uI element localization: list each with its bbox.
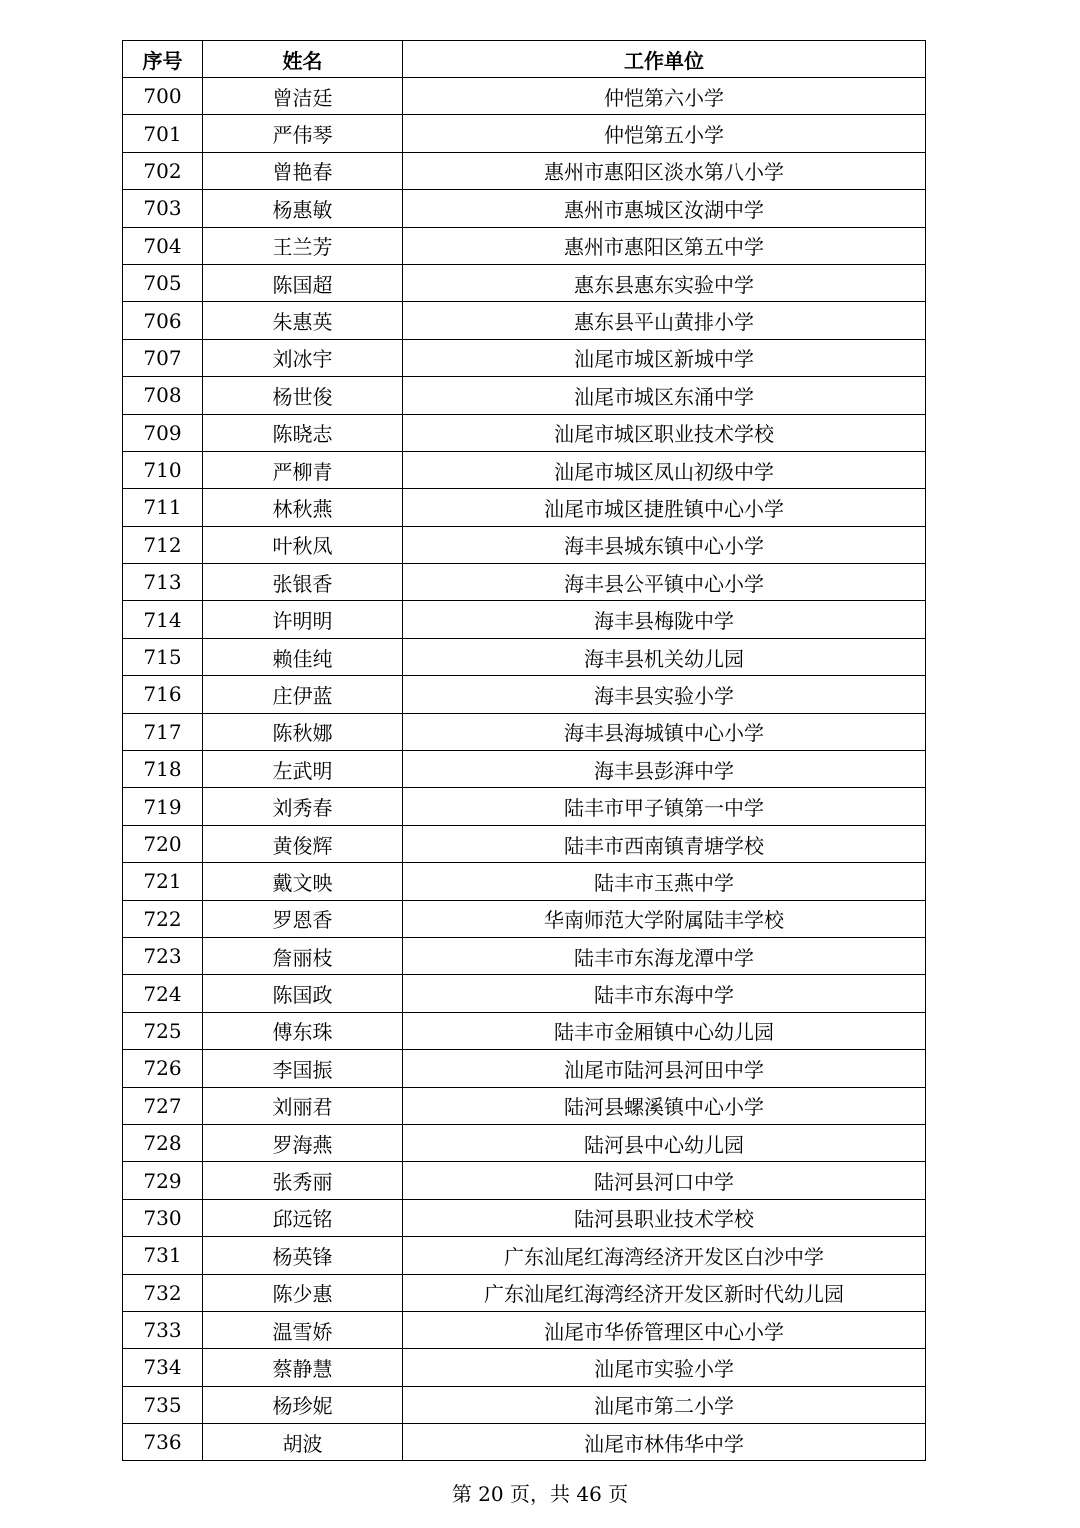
cell-work-unit: 陆河县螺溪镇中心小学 xyxy=(403,1087,926,1124)
header-name: 姓名 xyxy=(203,41,403,78)
cell-work-unit: 惠东县惠东实验中学 xyxy=(403,264,926,301)
cell-serial-number: 713 xyxy=(123,564,203,601)
roster-table-container xyxy=(122,40,925,1461)
table-row xyxy=(123,1124,926,1161)
table-row xyxy=(123,601,926,638)
cell-work-unit: 汕尾市城区东涌中学 xyxy=(403,377,926,414)
cell-serial-number: 711 xyxy=(123,489,203,526)
cell-name: 黄俊辉 xyxy=(203,825,403,862)
cell-work-unit: 海丰县梅陇中学 xyxy=(403,601,926,638)
cell-name: 戴文映 xyxy=(203,863,403,900)
cell-work-unit: 海丰县海城镇中心小学 xyxy=(403,713,926,750)
header-work-unit: 工作单位 xyxy=(403,41,926,78)
cell-serial-number: 702 xyxy=(123,152,203,189)
table-row xyxy=(123,339,926,376)
cell-work-unit: 惠州市惠城区汝湖中学 xyxy=(403,190,926,227)
table-row xyxy=(123,152,926,189)
cell-serial-number: 707 xyxy=(123,339,203,376)
table-row xyxy=(123,1162,926,1199)
cell-work-unit: 汕尾市城区新城中学 xyxy=(403,339,926,376)
table-row xyxy=(123,1087,926,1124)
cell-work-unit: 汕尾市华侨管理区中心小学 xyxy=(403,1311,926,1348)
cell-work-unit: 汕尾市城区凤山初级中学 xyxy=(403,451,926,488)
cell-serial-number: 735 xyxy=(123,1386,203,1423)
cell-serial-number: 726 xyxy=(123,1050,203,1087)
cell-serial-number: 732 xyxy=(123,1274,203,1311)
cell-name: 许明明 xyxy=(203,601,403,638)
cell-name: 陈国超 xyxy=(203,264,403,301)
cell-serial-number: 733 xyxy=(123,1311,203,1348)
cell-work-unit: 陆丰市西南镇青塘学校 xyxy=(403,825,926,862)
cell-serial-number: 719 xyxy=(123,788,203,825)
cell-work-unit: 华南师范大学附属陆丰学校 xyxy=(403,900,926,937)
cell-work-unit: 汕尾市实验小学 xyxy=(403,1349,926,1386)
cell-name: 张银香 xyxy=(203,564,403,601)
cell-work-unit: 海丰县实验小学 xyxy=(403,676,926,713)
cell-work-unit: 陆丰市东海龙潭中学 xyxy=(403,937,926,974)
table-row xyxy=(123,1274,926,1311)
table-row xyxy=(123,115,926,152)
cell-name: 李国振 xyxy=(203,1050,403,1087)
cell-work-unit: 惠州市惠阳区淡水第八小学 xyxy=(403,152,926,189)
cell-name: 严伟琴 xyxy=(203,115,403,152)
cell-name: 赖佳纯 xyxy=(203,638,403,675)
cell-serial-number: 704 xyxy=(123,227,203,264)
table-row xyxy=(123,825,926,862)
table-row xyxy=(123,676,926,713)
cell-name: 刘丽君 xyxy=(203,1087,403,1124)
cell-name: 刘冰宇 xyxy=(203,339,403,376)
table-row xyxy=(123,1012,926,1049)
cell-work-unit: 陆丰市金厢镇中心幼儿园 xyxy=(403,1012,926,1049)
table-row xyxy=(123,526,926,563)
cell-work-unit: 陆河县中心幼儿园 xyxy=(403,1124,926,1161)
table-row xyxy=(123,1349,926,1386)
table-row xyxy=(123,1424,926,1461)
cell-name: 朱惠英 xyxy=(203,302,403,339)
table-row xyxy=(123,900,926,937)
cell-work-unit: 陆河县职业技术学校 xyxy=(403,1199,926,1236)
cell-serial-number: 720 xyxy=(123,825,203,862)
cell-serial-number: 706 xyxy=(123,302,203,339)
cell-work-unit: 海丰县公平镇中心小学 xyxy=(403,564,926,601)
table-row xyxy=(123,190,926,227)
cell-work-unit: 惠东县平山黄排小学 xyxy=(403,302,926,339)
cell-serial-number: 724 xyxy=(123,975,203,1012)
header-serial-number: 序号 xyxy=(123,41,203,78)
table-row xyxy=(123,1386,926,1423)
cell-name: 严柳青 xyxy=(203,451,403,488)
cell-serial-number: 712 xyxy=(123,526,203,563)
cell-serial-number: 728 xyxy=(123,1124,203,1161)
cell-name: 傅东珠 xyxy=(203,1012,403,1049)
cell-name: 詹丽枝 xyxy=(203,937,403,974)
cell-work-unit: 惠州市惠阳区第五中学 xyxy=(403,227,926,264)
table-row xyxy=(123,377,926,414)
table-row xyxy=(123,1050,926,1087)
cell-serial-number: 730 xyxy=(123,1199,203,1236)
cell-name: 胡波 xyxy=(203,1424,403,1461)
cell-serial-number: 727 xyxy=(123,1087,203,1124)
cell-work-unit: 海丰县彭湃中学 xyxy=(403,751,926,788)
cell-work-unit: 仲恺第五小学 xyxy=(403,115,926,152)
cell-serial-number: 703 xyxy=(123,190,203,227)
table-row xyxy=(123,1237,926,1274)
table-row xyxy=(123,302,926,339)
cell-name: 温雪娇 xyxy=(203,1311,403,1348)
cell-name: 陈秋娜 xyxy=(203,713,403,750)
cell-work-unit: 海丰县机关幼儿园 xyxy=(403,638,926,675)
cell-serial-number: 731 xyxy=(123,1237,203,1274)
table-row xyxy=(123,975,926,1012)
cell-name: 张秀丽 xyxy=(203,1162,403,1199)
cell-name: 曾洁廷 xyxy=(203,78,403,115)
table-body xyxy=(123,78,926,1461)
cell-name: 陈晓志 xyxy=(203,414,403,451)
table-header-row xyxy=(123,41,926,78)
cell-work-unit: 汕尾市林伟华中学 xyxy=(403,1424,926,1461)
table-row xyxy=(123,1311,926,1348)
cell-name: 刘秀春 xyxy=(203,788,403,825)
page-footer: 第 20 页，共 46 页 xyxy=(451,1482,629,1506)
cell-serial-number: 718 xyxy=(123,751,203,788)
cell-work-unit: 广东汕尾红海湾经济开发区新时代幼儿园 xyxy=(403,1274,926,1311)
table-row xyxy=(123,489,926,526)
cell-serial-number: 736 xyxy=(123,1424,203,1461)
table-row xyxy=(123,264,926,301)
cell-name: 林秋燕 xyxy=(203,489,403,526)
cell-name: 曾艳春 xyxy=(203,152,403,189)
cell-work-unit: 汕尾市第二小学 xyxy=(403,1386,926,1423)
table-row xyxy=(123,414,926,451)
cell-serial-number: 716 xyxy=(123,676,203,713)
cell-serial-number: 700 xyxy=(123,78,203,115)
cell-name: 庄伊蓝 xyxy=(203,676,403,713)
cell-name: 杨世俊 xyxy=(203,377,403,414)
cell-work-unit: 汕尾市陆河县河田中学 xyxy=(403,1050,926,1087)
cell-name: 陈国政 xyxy=(203,975,403,1012)
table-row xyxy=(123,788,926,825)
cell-work-unit: 仲恺第六小学 xyxy=(403,78,926,115)
cell-serial-number: 725 xyxy=(123,1012,203,1049)
table-row xyxy=(123,1199,926,1236)
table-row xyxy=(123,227,926,264)
cell-name: 陈少惠 xyxy=(203,1274,403,1311)
cell-name: 杨惠敏 xyxy=(203,190,403,227)
cell-serial-number: 705 xyxy=(123,264,203,301)
cell-serial-number: 729 xyxy=(123,1162,203,1199)
table-row xyxy=(123,564,926,601)
cell-serial-number: 715 xyxy=(123,638,203,675)
table-row xyxy=(123,863,926,900)
cell-name: 王兰芳 xyxy=(203,227,403,264)
table-row xyxy=(123,451,926,488)
cell-serial-number: 717 xyxy=(123,713,203,750)
cell-name: 杨英锋 xyxy=(203,1237,403,1274)
cell-work-unit: 陆丰市玉燕中学 xyxy=(403,863,926,900)
table-row xyxy=(123,937,926,974)
cell-work-unit: 陆丰市甲子镇第一中学 xyxy=(403,788,926,825)
cell-work-unit: 陆丰市东海中学 xyxy=(403,975,926,1012)
table-row xyxy=(123,713,926,750)
cell-serial-number: 709 xyxy=(123,414,203,451)
cell-serial-number: 710 xyxy=(123,451,203,488)
cell-work-unit: 汕尾市城区捷胜镇中心小学 xyxy=(403,489,926,526)
cell-work-unit: 海丰县城东镇中心小学 xyxy=(403,526,926,563)
table-row xyxy=(123,638,926,675)
cell-name: 罗恩香 xyxy=(203,900,403,937)
cell-serial-number: 721 xyxy=(123,863,203,900)
cell-serial-number: 708 xyxy=(123,377,203,414)
cell-name: 叶秋凤 xyxy=(203,526,403,563)
cell-serial-number: 722 xyxy=(123,900,203,937)
cell-serial-number: 701 xyxy=(123,115,203,152)
cell-name: 蔡静慧 xyxy=(203,1349,403,1386)
table-row xyxy=(123,78,926,115)
cell-work-unit: 陆河县河口中学 xyxy=(403,1162,926,1199)
cell-name: 杨珍妮 xyxy=(203,1386,403,1423)
cell-work-unit: 广东汕尾红海湾经济开发区白沙中学 xyxy=(403,1237,926,1274)
cell-serial-number: 723 xyxy=(123,937,203,974)
cell-work-unit: 汕尾市城区职业技术学校 xyxy=(403,414,926,451)
cell-name: 邱远铭 xyxy=(203,1199,403,1236)
cell-name: 左武明 xyxy=(203,751,403,788)
cell-name: 罗海燕 xyxy=(203,1124,403,1161)
table-row xyxy=(123,751,926,788)
cell-serial-number: 734 xyxy=(123,1349,203,1386)
cell-serial-number: 714 xyxy=(123,601,203,638)
roster-table xyxy=(122,40,926,1461)
